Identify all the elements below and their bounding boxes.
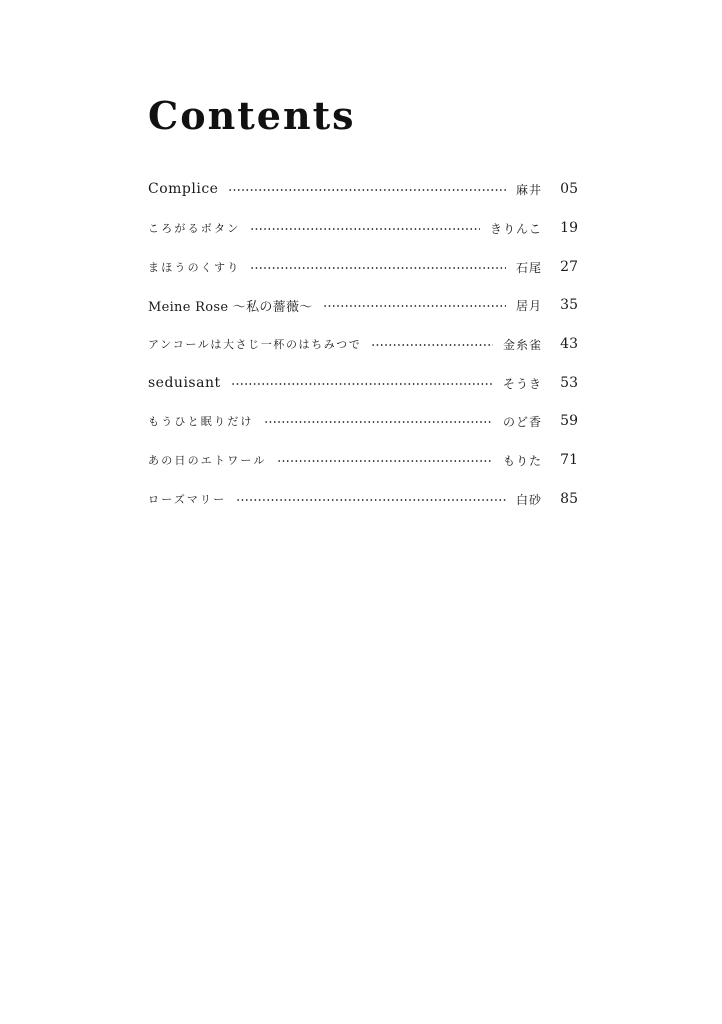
entry-page-number: 71 [560, 452, 578, 468]
toc-entry [148, 410, 578, 432]
entry-page-number: 35 [560, 297, 578, 313]
entry-title: まほうのくすり [148, 261, 241, 274]
entry-author: 居月 [515, 298, 542, 313]
entry-author: 麻井 [515, 182, 542, 197]
entry-title: ころがるボタン [148, 222, 241, 235]
toc-entry [148, 333, 578, 355]
entry-author: 金糸雀 [502, 337, 542, 352]
entry-page-number: 27 [560, 259, 578, 275]
toc-entry [148, 256, 578, 278]
dot-leader [371, 344, 493, 346]
entry-title: アンコールは大さじ一杯のはちみつで [148, 338, 362, 351]
toc-entry [148, 488, 578, 510]
toc-entry [148, 294, 578, 316]
toc-entry [148, 372, 578, 394]
dot-leader [250, 228, 480, 230]
entry-page-number: 43 [560, 336, 578, 352]
entry-page-number: 59 [560, 413, 578, 429]
toc-entry [148, 178, 578, 200]
entry-page-number: 85 [560, 491, 578, 507]
dot-leader [277, 460, 493, 462]
toc-entry [148, 449, 578, 471]
entry-page-number: 53 [560, 375, 578, 391]
toc-entry [148, 217, 578, 239]
entry-page-number: 05 [560, 181, 578, 197]
entry-title: もうひと眠りだけ [148, 415, 254, 428]
entry-author: のど香 [502, 414, 542, 429]
entry-author: 石尾 [515, 260, 542, 275]
dot-leader [250, 267, 506, 269]
entry-author: そうき [502, 376, 542, 391]
dot-leader [323, 305, 506, 307]
entry-author: きりんこ [489, 221, 542, 236]
entry-title: Complice [148, 181, 219, 197]
dot-leader [264, 421, 493, 423]
entry-author: 白砂 [515, 492, 542, 507]
entry-title: あの日のエトワール [148, 454, 267, 467]
entry-author: もりた [502, 453, 542, 468]
page-title: Contents [148, 93, 356, 138]
dot-leader [236, 499, 506, 501]
dot-leader [231, 383, 493, 385]
entry-page-number: 19 [560, 220, 578, 236]
entry-title: ローズマリー [148, 493, 227, 506]
dot-leader [228, 189, 506, 191]
entry-title: Meine Rose 〜私の薔薇〜 [148, 299, 313, 315]
entry-title: seduisant [148, 375, 221, 391]
